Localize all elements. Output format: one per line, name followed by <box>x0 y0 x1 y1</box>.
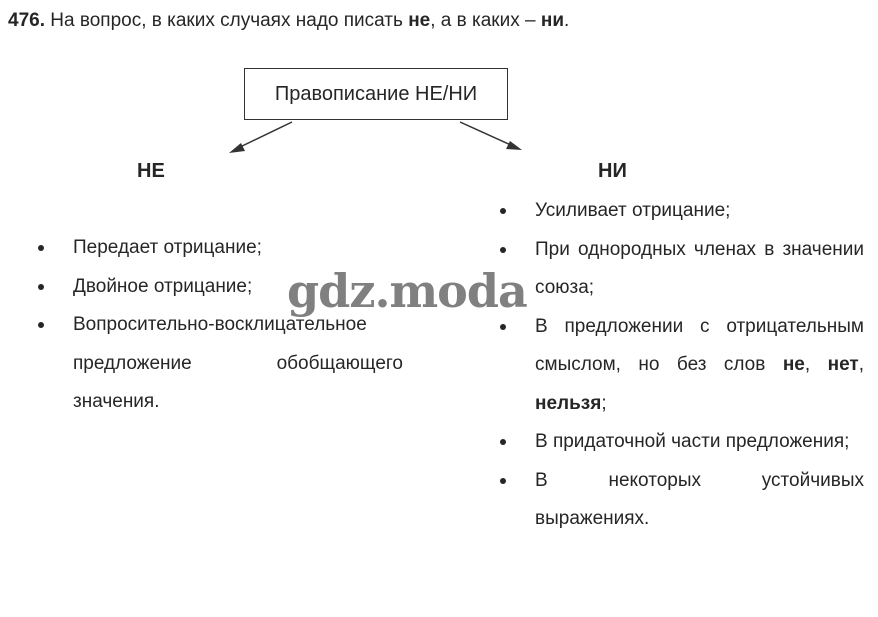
task-bold-ne: не <box>408 10 431 31</box>
bullet-icon <box>500 439 506 445</box>
ni-item-5: В некоторых устойчивых выражениях. <box>500 462 864 539</box>
bullet-icon <box>500 324 506 330</box>
arrow-right-line <box>460 122 513 146</box>
ni-item-2: При однородных членах в значении союза; <box>500 231 864 308</box>
task-statement <box>8 9 569 33</box>
arrow-right-head <box>506 141 522 150</box>
bullet-icon <box>500 247 506 253</box>
heading-ni: НИ <box>598 160 627 182</box>
task-text-mid: , а в каких – <box>430 10 536 31</box>
bullet-icon <box>38 245 44 251</box>
ni-item-1: Усиливает отрицание; <box>500 192 864 231</box>
ne-list <box>38 229 403 422</box>
arrow-left-line <box>238 122 292 148</box>
ne-item-1: Передает отрицание; <box>38 229 403 268</box>
task-bold-ni: ни <box>540 10 565 31</box>
ni-item-4: В придаточной части предложения; <box>500 423 864 462</box>
heading-ne: НЕ <box>137 160 165 182</box>
bullet-icon <box>500 478 506 484</box>
watermark: gdz.moda <box>287 264 527 318</box>
task-text-end: . <box>564 10 570 31</box>
ne-item-2: Двойное отрицание; <box>38 268 403 307</box>
task-number: 476. <box>8 10 45 31</box>
task-text: На вопрос, в каких случаях надо писать <box>50 10 403 31</box>
diagram-title-box <box>244 68 508 120</box>
diagram-title: Правописание НЕ/НИ <box>274 82 478 105</box>
bullet-icon <box>500 208 506 214</box>
bullet-icon <box>38 322 44 328</box>
ni-item-3: В предложении с отрицательным смыслом, но без слов не, нет, нельзя; <box>500 308 864 424</box>
arrow-left-head <box>229 143 245 153</box>
bullet-icon <box>38 284 44 290</box>
ni-list <box>500 192 864 539</box>
ne-item-3: Вопросительно-восклицательное предложение обобщающего значения. <box>38 306 403 422</box>
